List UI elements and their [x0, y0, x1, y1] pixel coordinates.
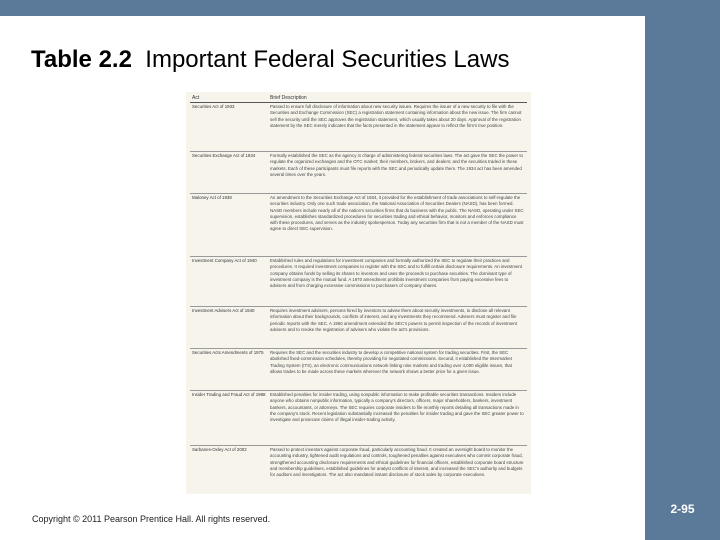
- top-accent-bar: [0, 0, 720, 16]
- header-act: Act: [190, 92, 268, 103]
- header-description: Brief Description: [268, 92, 527, 103]
- right-accent-bar: [645, 0, 720, 540]
- page-number: 2-95: [670, 502, 695, 516]
- act-name: Securities Acts Amendments of 1975: [190, 349, 268, 391]
- table-row: [190, 349, 527, 391]
- act-description: An amendment to the Securities Exchange Act of 1934, it provided for the establishment of trade associations to self-regulate the securities industry. Only one such trade association, the National Association of Securities Dealers (NASD), has been formed. NASD members include nearly all of the nation's securities firms that do business with the public. The NASD, operating under SEC supervision, establishes standardized procedures for securities trading and ethical behavior, monitors and enforces compliance with these procedures, and serves as the industry spokesperson. Today any securities firm that is not a member of the NASD must agree to direct SEC supervision.: [268, 194, 527, 257]
- slide-title: [31, 46, 509, 74]
- copyright-footer: Copyright © 2011 Pearson Prentice Hall. All rights reserved.: [32, 514, 271, 524]
- table-header-row: [190, 92, 527, 103]
- act-description: Passed to protect investors against corporate fraud, particularly accounting fraud. It created an oversight board to monitor the accounting industry, tightened audit regulations and controls, toughened penalties against executives who commit corporate fraud, strengthened accounting disclosure requirements and ethical guidelines for financial officers, established corporate board structure and membership guidelines, established guidelines for analyst conflicts of interest, and increased the SEC's authority and budgets for auditors and investigators. The act also mandated instant disclosure of stock sales by corporate executives.: [268, 446, 527, 501]
- act-name: Investment Advisers Act of 1940: [190, 307, 268, 349]
- act-name: Securities Act of 1933: [192, 104, 235, 109]
- act-name: Investment Company Act of 1940: [190, 257, 268, 307]
- act-description: Requires the SEC and the securities industry to develop a competitive national system for trading securities. First, the SEC abolished fixed-commission schedules, thereby providing for negotiated commissions. Second, it established the Intermarket Trading System (ITS), an electronic communications network linking nine markets and trading over 4,000 eligible issues, that allows trades to be made across these markets wherever the network shows a better price for a given issue.: [268, 349, 527, 391]
- laws-table: [190, 92, 527, 501]
- table-row: [190, 391, 527, 446]
- act-description: Established penalties for insider trading, using nonpublic information to make profitable securities transactions. Insiders include anyone who obtains nonpublic information, typically a company's directors, officers, major shareholders, bankers, investment bankers, accountants, or attorneys. The SEC requires corporate insiders to file monthly reports detailing all transactions made in the company's stock. Recent legislation substantially increased the penalties for insider trading and gave the SEC greater power to investigate and prosecute claims of illegal insider-trading activity.: [268, 391, 527, 446]
- act-name: Sarbanes-Oxley Act of 2002: [190, 446, 268, 501]
- securities-laws-table: [186, 92, 531, 494]
- act-description: Established rules and regulations for investment companies and formally authorized the SEC to regulate their practices and procedures. It required investment companies to register with the SEC and to fulfill certain disclosure requirements. An investment company obtains funds by selling its shares to investors and uses the proceeds to purchase securities. The dominant type of investment company is the mutual fund. A 1970 amendment prohibits investment companies from paying excessive fees to advisers and from charging excessive commissions to purchasers of company shares.: [268, 257, 527, 307]
- act-name: Maloney Act of 1938: [190, 194, 268, 257]
- table-row: [190, 103, 527, 152]
- act-description: Requires investment advisers, persons hired by investors to advise them about security investments, to disclose all relevant information about their backgrounds, conflicts of interest, and any investments they recommend. Advisers must register and file periodic reports with the SEC. A 1960 amendment extended the SEC's powers to permit inspection of the records of investment advisers and to revoke the registration of advisers who violate the act's provisions.: [268, 307, 527, 349]
- table-title-text: Important Federal Securities Laws: [145, 46, 510, 73]
- act-name: Securities Exchange Act of 1934: [190, 152, 268, 194]
- table-row: [190, 307, 527, 349]
- act-description: Formally established the SEC as the agency in charge of administering federal securities laws. The act gave the SEC the power to regulate the organized exchanges and the OTC market; their members, brokers, and dealers; and the securities traded in these markets. Each of these participants must file reports with the SEC and periodically update them. The 1934 act has been amended several times over the years.: [268, 152, 527, 194]
- table-row: [190, 194, 527, 257]
- act-description: Passed to ensure full disclosure of information about new security issues. Requires the issuer of a new security to file with the Securities and Exchange Commission (SEC) a registration statement containing information about the new issue. The firm cannot sell the security until the SEC approves the registration statement, which usually takes about 20 days. Approval of the registration statement by the SEC merely indicates that the facts presented in the statement appear to reflect the firm's true position.: [270, 104, 522, 128]
- table-row: [190, 446, 527, 501]
- table-number: Table 2.2: [31, 46, 132, 73]
- table-row: [190, 257, 527, 307]
- act-name: Insider Trading and Fraud Act of 1988: [190, 391, 268, 446]
- table-row: [190, 152, 527, 194]
